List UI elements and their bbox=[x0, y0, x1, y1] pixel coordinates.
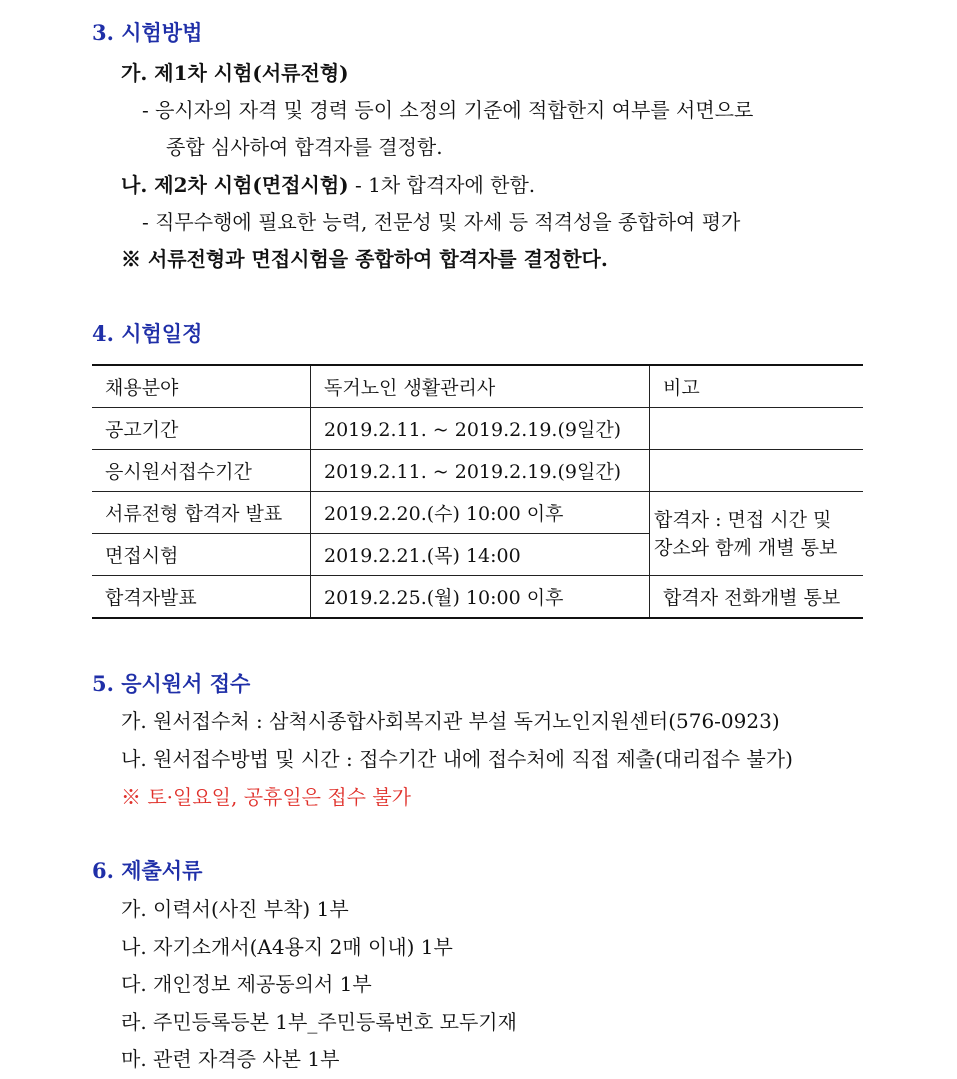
note-merged-line-2: 장소와 함께 개별 통보 bbox=[654, 536, 838, 559]
row-label: 합격자발표 bbox=[92, 576, 311, 619]
section-4-heading: 4. 시험일정 bbox=[92, 321, 203, 346]
row-note-merged bbox=[650, 492, 864, 576]
schedule-table bbox=[92, 364, 863, 619]
row-value: 2019.2.20.(수) 10:00 이후 bbox=[311, 492, 650, 534]
row-label: 면접시험 bbox=[92, 534, 311, 576]
note-merged-line-1: 합격자 : 면접 시간 및 bbox=[654, 508, 832, 531]
section-5-heading: 5. 응시원서 접수 bbox=[92, 671, 251, 696]
list-item: 가. 이력서(사진 부착) 1부 bbox=[121, 897, 349, 921]
table-row bbox=[92, 450, 863, 492]
row-note-empty bbox=[650, 450, 864, 492]
list-item: 라. 주민등록등본 1부_주민등록번호 모두기재 bbox=[121, 1010, 517, 1034]
section-5-b: 나. 원서접수방법 및 시간 : 접수기간 내에 접수처에 직접 제출(대리접수 불가) bbox=[121, 747, 793, 771]
header-cell: 독거노인 생활관리사 bbox=[311, 365, 650, 408]
row-note-last: 합격자 전화개별 통보 bbox=[650, 576, 864, 619]
section-3-a-title: 가. 제1차 시험(서류전형) bbox=[121, 61, 349, 85]
table-row bbox=[92, 492, 863, 534]
row-value: 2019.2.11. ~ 2019.2.19.(9일간) bbox=[311, 450, 650, 492]
section-3-a-desc-1: - 응시자의 자격 및 경력 등이 소정의 기준에 적합한지 여부를 서면으로 bbox=[142, 98, 754, 122]
section-6-heading: 6. 제출서류 bbox=[92, 858, 203, 883]
list-item: 다. 개인정보 제공동의서 1부 bbox=[121, 972, 372, 996]
section-5-a: 가. 원서접수처 : 삼척시종합사회복지관 부설 독거노인지원센터(576-0923) bbox=[121, 709, 780, 733]
section-5-note: ※ 토·일요일, 공휴일은 접수 불가 bbox=[121, 785, 411, 809]
header-cell: 채용분야 bbox=[92, 365, 311, 408]
row-label: 공고기간 bbox=[92, 408, 311, 450]
table-header-row bbox=[92, 365, 863, 408]
row-label: 응시원서접수기간 bbox=[92, 450, 311, 492]
section-3-b-suffix: - 1차 합격자에 한함. bbox=[348, 173, 536, 197]
section-3-b-title: 나. 제2차 시험(면접시험) bbox=[121, 173, 349, 197]
row-value: 2019.2.21.(목) 14:00 bbox=[311, 534, 650, 576]
section-3-note: ※ 서류전형과 면접시험을 종합하여 합격자를 결정한다. bbox=[121, 247, 608, 271]
section-3-a-desc-2: 종합 심사하여 합격자를 결정함. bbox=[166, 135, 443, 159]
row-value: 2019.2.11. ~ 2019.2.19.(9일간) bbox=[311, 408, 650, 450]
section-3-b-desc: - 직무수행에 필요한 능력, 전문성 및 자세 등 적격성을 종합하여 평가 bbox=[142, 210, 741, 234]
table-row bbox=[92, 576, 863, 619]
table-row bbox=[92, 408, 863, 450]
section-3-b-line bbox=[121, 172, 535, 198]
list-item: 나. 자기소개서(A4용지 2매 이내) 1부 bbox=[121, 935, 453, 959]
section-3-heading: 3. 시험방법 bbox=[92, 20, 203, 45]
row-label: 서류전형 합격자 발표 bbox=[92, 492, 311, 534]
header-cell: 비고 bbox=[650, 365, 864, 408]
list-item: 마. 관련 자격증 사본 1부 bbox=[121, 1047, 340, 1071]
row-note-empty bbox=[650, 408, 864, 450]
row-value: 2019.2.25.(월) 10:00 이후 bbox=[311, 576, 650, 619]
